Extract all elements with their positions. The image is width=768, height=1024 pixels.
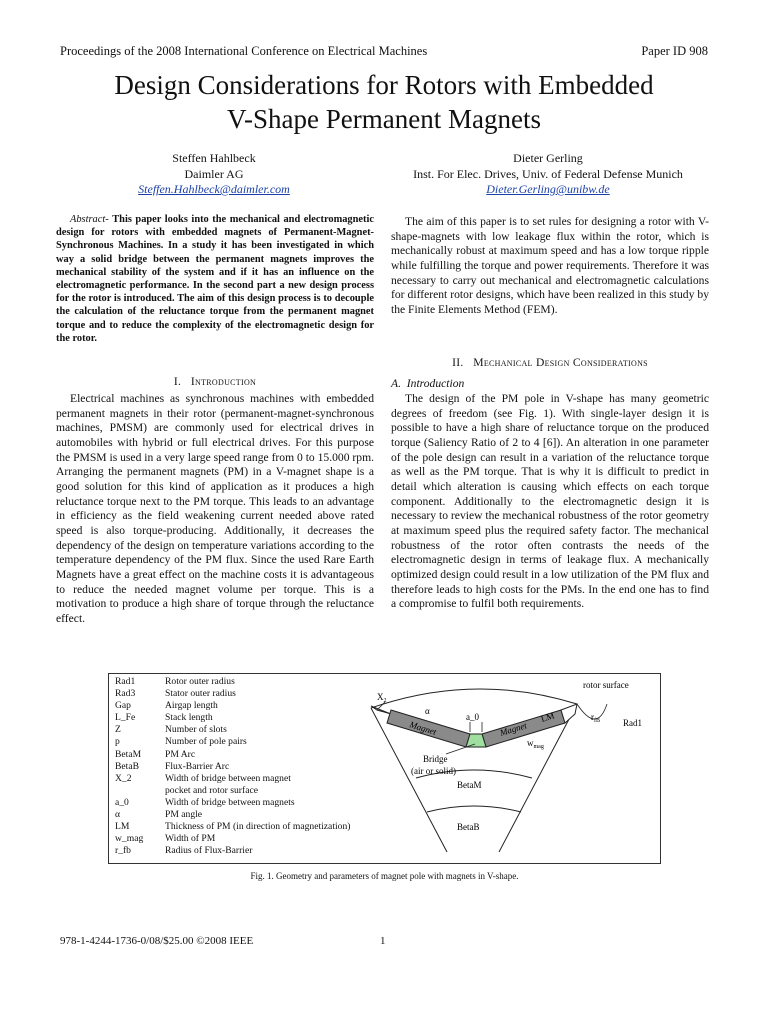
label-betaM: BetaM	[457, 780, 482, 790]
subsection-title: Introduction	[406, 377, 465, 390]
parameter-description: PM angle	[165, 809, 203, 821]
parameter-symbol: w_mag	[115, 833, 144, 845]
section-number: I.	[173, 375, 182, 388]
section-heading-intro	[56, 375, 374, 388]
author-name: Steffen Hahlbeck	[172, 151, 256, 165]
mechanical-paragraph: The design of the PM pole in V-shape has many geometric degrees of freedom (see Fig. 1). With single-layer design it is possible to have a high share of reluctance torque on the produced torque (Saliency Ratio of 2 to 4 [6]). An alteration in one parameter of the pole design can result in a variation of the reluctance torque as well as the PM torque. That is why it is difficult to predict in detail which alteration is causing which effects on each torque component. Additionally to the electromagnetic design it is necessary to review the mechanical robustness of the rotor geometry at maximum speed plus the required safety factor. The mechanical robustness of the rotor often contrasts the needs of the electromagnetic design in terms of leakage flux. A mechanically optimized design could result in a low utilization of the PM flux and therefore leads to high costs for the PMs. In the end one has to find a compromise to fulfil both requirements.	[391, 392, 709, 611]
label-magnet-right: Magnet	[498, 720, 528, 738]
label-rfb-main: r	[591, 712, 594, 722]
author-email-link[interactable]: Dieter.Gerling@unibw.de	[486, 182, 610, 196]
label-x2	[377, 692, 387, 704]
author-email-link[interactable]: Steffen.Hahlbeck@daimler.com	[138, 182, 290, 196]
label-lm: LM	[539, 710, 556, 724]
abstract-text: This paper looks into the mechanical and electromagnetic design for rotors with embedded magnets of Permanent-Magnet-Synchronous Machines. In a study it has been investigated in which way a solid bridge between the permanent magnets improves the mechanical stability of the system and if it has an influence on the electromagnetic performance. In the second part a new design process for the rotor is introduced. The aim of this design process is to decouple the calculation of the reluctance torque from the permanent magnet torque and to reduce the complexity of the electromagnetic design for the rotor.	[56, 214, 374, 344]
author-affiliation: Daimler AG	[184, 166, 244, 181]
section-heading-mechanical	[391, 356, 709, 369]
subsection-heading	[391, 377, 464, 390]
mechanical-column	[391, 392, 709, 612]
label-a0: a_0	[466, 712, 479, 722]
betaB-arc	[427, 806, 521, 812]
label-wmag	[527, 738, 544, 750]
parameter-symbol: X_2	[115, 772, 132, 784]
parameter-description: Thickness of PM (in direction of magnetization)	[165, 821, 351, 833]
parameter-symbol: BetaM	[115, 748, 142, 760]
parameter-description: pocket and rotor surface	[165, 784, 258, 796]
intro-column	[56, 392, 374, 627]
parameter-description: Radius of Flux-Barrier	[165, 845, 253, 857]
parameter-description: Width of PM	[165, 833, 216, 845]
parameter-description: Stator outer radius	[165, 688, 236, 700]
parameter-description: Number of pole pairs	[165, 736, 247, 748]
author-affiliation: Inst. For Elec. Drives, Univ. of Federal Defense Munich	[413, 166, 683, 181]
parameter-description: Width of bridge between magnets	[165, 796, 295, 808]
aim-column	[391, 215, 709, 318]
label-rfb	[591, 712, 600, 724]
center-bridge	[466, 734, 486, 747]
parameter-symbol: Gap	[115, 700, 131, 712]
parameter-description: Flux-Barrier Arc	[165, 760, 230, 772]
paper-title	[40, 68, 728, 136]
label-betaB: BetaB	[457, 822, 480, 832]
parameter-symbol: Rad1	[115, 676, 136, 687]
section-title: Mechanical Design Considerations	[473, 356, 648, 369]
label-x2-sub: 2	[383, 698, 387, 704]
intro-paragraph: Electrical machines as synchronous machines with embedded permanent magnets in their rotor (permanent-magnet-synchronous machines, PMSM) are commonly used for electrical drives in automobiles with hybrid or full electrical drives. For this purpose the PMSM is used in a very large speed range from 0 to 15.000 rpm. Arranging the permanent magnets (PM) in a V-magnet shape is a good solution for this kind of application as it produces a high reluctance torque next to the PM torque. This leads to an advantage in efficiency as the field weakening current needed above rated speed is also torque-producing. Additionally, it decreases the dependency of the design on temperature variations according to the temperature dependency of the PM flux. Since the used Rare Earth Magnets have a great effect on the machine costs it is advantageous to reduce the needed magnet volume per torque. This is a motivation to produce a high share of torque through the reluctance effect.	[56, 392, 374, 625]
label-wmag-main: w	[527, 738, 534, 748]
parameter-symbol: Z	[115, 724, 121, 736]
paper-id: Paper ID 908	[641, 44, 708, 58]
parameter-description: PM Arc	[165, 748, 196, 760]
title-line-2: V-Shape Permanent Magnets	[227, 104, 541, 134]
title-line-1: Design Considerations for Rotors with Embedded	[114, 70, 654, 100]
label-rad1: Rad1	[623, 718, 642, 728]
label-alpha: α	[425, 706, 430, 716]
parameter-symbol: α	[115, 809, 121, 821]
parameter-symbol: LM	[115, 821, 130, 833]
label-bridge: Bridge	[423, 754, 448, 764]
parameter-symbol: r_fb	[115, 845, 131, 857]
author-block-1	[64, 151, 364, 198]
author-block-2	[398, 151, 698, 198]
section-title: Introduction	[190, 375, 257, 388]
rotor-surface-arc	[371, 689, 577, 708]
parameter-description: Width of bridge between magnet	[165, 772, 291, 784]
label-rfb-sub: fB	[594, 718, 600, 724]
abstract	[56, 213, 374, 345]
author-name: Dieter Gerling	[513, 151, 583, 165]
parameter-symbol: Rad3	[115, 688, 136, 700]
label-wmag-sub: mag	[533, 744, 544, 750]
parameter-description: Stack length	[165, 712, 213, 724]
label-rotor-surface: rotor surface	[583, 680, 629, 690]
copyright-footer: 978-1-4244-1736-0/08/$25.00 ©2008 IEEE	[60, 935, 254, 947]
aim-paragraph: The aim of this paper is to set rules for designing a rotor with V-shape-magnets with low leakage flux within the rotor, which is mechanically robust at maximum speed and has a low torque ripple while fulfilling the torque and power requirements. Therefore it was necessary to carry out mechanical and electromagnetic calculations for different rotor designs, which have been realized in this study by the Finite Elements Method (FEM).	[391, 215, 709, 316]
label-x2-main: X	[377, 692, 384, 702]
conference-header: Proceedings of the 2008 International Conference on Electrical Machines	[60, 44, 428, 58]
parameter-symbol: L_Fe	[115, 712, 136, 724]
parameter-symbol: a_0	[115, 796, 129, 808]
pole-diagram	[109, 674, 662, 865]
abstract-label: Abstract-	[70, 214, 109, 225]
label-magnet-left: Magnet	[408, 719, 438, 737]
section-number: II.	[452, 356, 464, 369]
parameter-symbol: BetaB	[115, 760, 139, 772]
parameter-description: Rotor outer radius	[165, 676, 235, 687]
figure-1	[108, 673, 661, 864]
page-number: 1	[380, 935, 386, 947]
parameter-description: Airgap length	[165, 700, 218, 712]
figure-caption: Fig. 1. Geometry and parameters of magnet pole with magnets in V-shape.	[250, 871, 519, 881]
label-bridge-note: (air or solid)	[411, 766, 456, 776]
subsection-number: A.	[391, 377, 401, 390]
parameter-symbol: p	[115, 736, 120, 748]
parameter-description: Number of slots	[165, 724, 227, 736]
